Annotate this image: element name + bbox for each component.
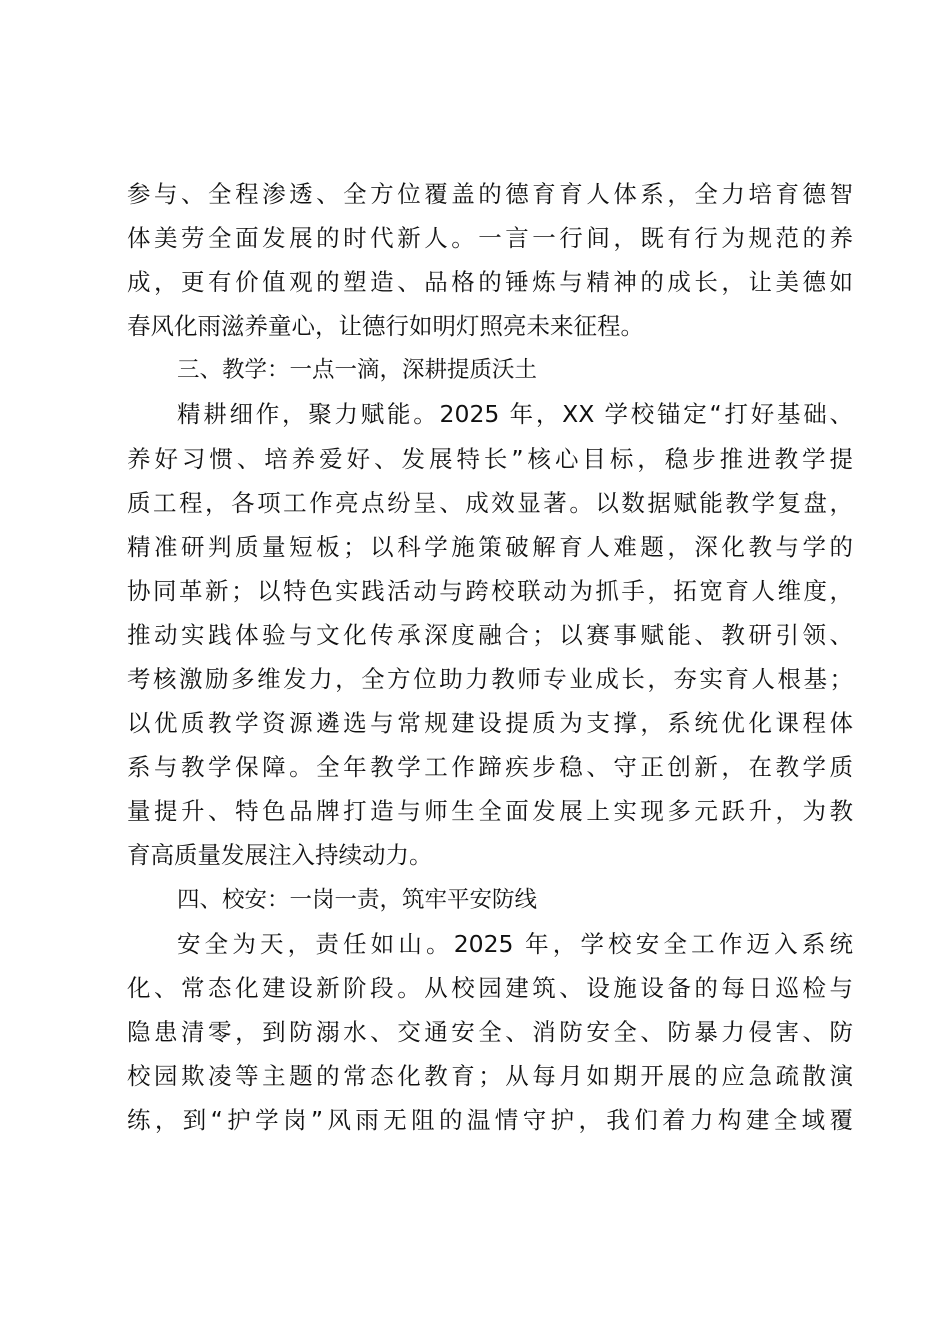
text-line: 精准研判质量短板；以科学施策破解育人难题，深化教与学的 [127,532,853,561]
section-heading: 四、校安：一岗一责，筑牢平安防线 [177,886,538,913]
text-line: 以优质教学资源遴选与常规建设提质为支撑，系统优化课程体 [127,709,853,738]
text-line: 育高质量发展注入持续动力。 [127,841,433,870]
text-line: 隐患清零，到防溺水、交通安全、消防安全、防暴力侵害、防 [127,1017,853,1046]
text-line: 化、常态化建设新阶段。从校园建筑、设施设备的每日巡检与 [127,973,853,1002]
text-line: 精耕细作，聚力赋能。2025 年，XX 学校锚定“打好基础、 [177,400,853,429]
text-line: 推动实践体验与文化传承深度融合；以赛事赋能、教研引领、 [127,620,853,649]
text-line: 协同革新；以特色实践活动与跨校联动为抓手，拓宽育人维度， [127,576,853,605]
text-line: 考核激励多维发力，全方位助力教师专业成长，夯实育人根基； [127,665,853,694]
text-line: 校园欺凌等主题的常态化教育；从每月如期开展的应急疏散演 [127,1061,853,1090]
text-line: 质工程，各项工作亮点纷呈、成效显著。以数据赋能教学复盘， [127,488,853,517]
document-body [127,172,853,1142]
text-line: 体美劳全面发展的时代新人。一言一行间，既有行为规范的养 [127,224,853,253]
text-line: 春风化雨滋养童心，让德行如明灯照亮未来征程。 [127,312,644,341]
text-line: 系与教学保障。全年教学工作蹄疾步稳、守正创新，在教学质 [127,753,853,782]
text-line: 量提升、特色品牌打造与师生全面发展上实现多元跃升，为教 [127,797,853,826]
text-line: 养好习惯、培养爱好、发展特长”核心目标，稳步推进教学提 [127,444,853,473]
text-line: 练，到“护学岗”风雨无阻的温情守护，我们着力构建全域覆 [127,1105,853,1134]
text-line: 成，更有价值观的塑造、品格的锤炼与精神的成长，让美德如 [127,268,853,297]
section-heading: 三、教学：一点一滴，深耕提质沃土 [177,357,538,384]
text-line: 参与、全程渗透、全方位覆盖的德育育人体系，全力培育德智 [127,180,853,208]
text-line: 安全为天，责任如山。2025 年，学校安全工作迈入系统 [177,929,853,958]
